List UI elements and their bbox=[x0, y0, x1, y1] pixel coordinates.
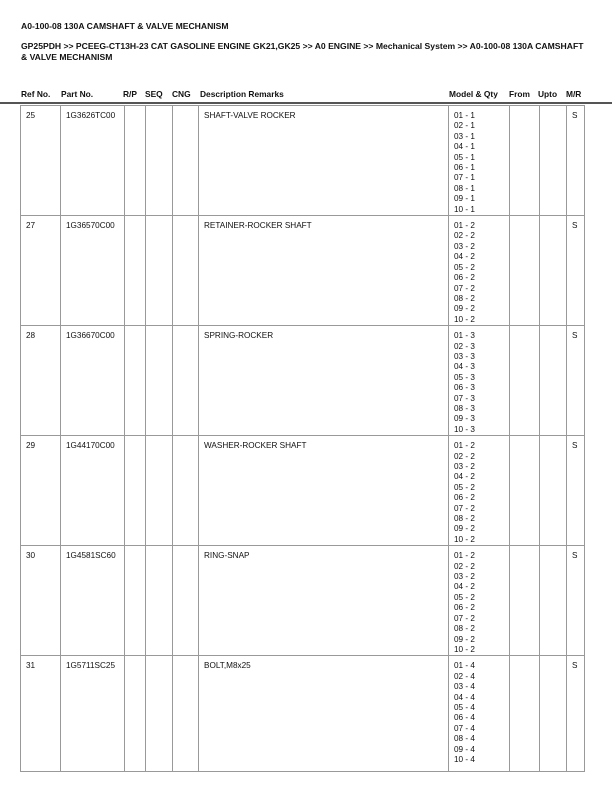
model-qty-line: 04 - 4 bbox=[454, 692, 475, 702]
seq-cell bbox=[146, 656, 173, 772]
from-cell bbox=[510, 436, 540, 546]
model-qty-line: 10 - 2 bbox=[454, 534, 475, 544]
cng-cell bbox=[173, 656, 199, 772]
ref-cell: 25 bbox=[21, 106, 61, 216]
model-qty-cell bbox=[449, 326, 510, 436]
mr-cell: S bbox=[567, 216, 585, 326]
model-qty-line: 05 - 2 bbox=[454, 592, 475, 602]
part-no-cell: 1G4581SC60 bbox=[61, 546, 125, 656]
seq-cell bbox=[146, 106, 173, 216]
seq-cell bbox=[146, 546, 173, 656]
seq-cell bbox=[146, 326, 173, 436]
model-qty-line: 08 - 4 bbox=[454, 734, 475, 744]
header-description: Description Remarks bbox=[200, 89, 284, 99]
from-cell bbox=[510, 216, 540, 326]
model-qty-line: 08 - 1 bbox=[454, 183, 475, 193]
cng-cell bbox=[173, 326, 199, 436]
table-row bbox=[21, 106, 585, 216]
model-qty-line: 08 - 2 bbox=[454, 514, 475, 524]
part-no-cell: 1G3626TC00 bbox=[61, 106, 125, 216]
upto-cell bbox=[540, 326, 567, 436]
model-qty-line: 01 - 2 bbox=[454, 221, 475, 231]
model-qty-cell bbox=[449, 546, 510, 656]
model-qty-line: 06 - 4 bbox=[454, 713, 475, 723]
model-qty-cell bbox=[449, 656, 510, 772]
model-qty-line: 04 - 2 bbox=[454, 472, 475, 482]
model-qty-line: 01 - 1 bbox=[454, 111, 475, 120]
upto-cell bbox=[540, 656, 567, 772]
description-cell: RETAINER-ROCKER SHAFT bbox=[199, 216, 449, 326]
model-qty-line: 06 - 2 bbox=[454, 603, 475, 613]
model-qty-line: 09 - 4 bbox=[454, 744, 475, 754]
header-mr: M/R bbox=[566, 89, 582, 99]
model-qty-line: 07 - 1 bbox=[454, 173, 475, 183]
part-no-cell: 1G5711SC25 bbox=[61, 656, 125, 772]
cng-cell bbox=[173, 546, 199, 656]
mr-cell: S bbox=[567, 326, 585, 436]
page-title: A0-100-08 130A CAMSHAFT & VALVE MECHANISM bbox=[21, 21, 229, 31]
model-qty-line: 01 - 2 bbox=[454, 551, 475, 561]
part-no-cell: 1G36670C00 bbox=[61, 326, 125, 436]
description-cell: SPRING-ROCKER bbox=[199, 326, 449, 436]
model-qty-line: 08 - 2 bbox=[454, 624, 475, 634]
model-qty-line: 01 - 3 bbox=[454, 331, 475, 341]
model-qty-line: 04 - 1 bbox=[454, 142, 475, 152]
cng-cell bbox=[173, 216, 199, 326]
header-rp: R/P bbox=[123, 89, 137, 99]
from-cell bbox=[510, 546, 540, 656]
rp-cell bbox=[125, 106, 146, 216]
model-qty-line: 07 - 2 bbox=[454, 283, 475, 293]
model-qty-line: 02 - 2 bbox=[454, 561, 475, 571]
model-qty-line: 04 - 2 bbox=[454, 582, 475, 592]
model-qty-line: 06 - 2 bbox=[454, 273, 475, 283]
model-qty-line: 02 - 3 bbox=[454, 341, 475, 351]
ref-cell: 30 bbox=[21, 546, 61, 656]
model-qty-line: 06 - 3 bbox=[454, 383, 475, 393]
header-cng: CNG bbox=[172, 89, 191, 99]
upto-cell bbox=[540, 546, 567, 656]
model-qty-line: 09 - 2 bbox=[454, 304, 475, 314]
model-qty-line: 07 - 3 bbox=[454, 393, 475, 403]
model-qty-line: 07 - 4 bbox=[454, 723, 475, 733]
upto-cell bbox=[540, 106, 567, 216]
from-cell bbox=[510, 326, 540, 436]
model-qty-cell bbox=[449, 216, 510, 326]
model-qty-line: 03 - 2 bbox=[454, 462, 475, 471]
description-cell: WASHER-ROCKER SHAFT bbox=[199, 436, 449, 546]
mr-cell: S bbox=[567, 656, 585, 772]
header-from: From bbox=[509, 89, 530, 99]
header-seq: SEQ bbox=[145, 89, 163, 99]
header-upto: Upto bbox=[538, 89, 558, 99]
table-row bbox=[21, 216, 585, 326]
model-qty-line: 02 - 1 bbox=[454, 121, 475, 131]
model-qty-line: 02 - 2 bbox=[454, 451, 475, 461]
mr-cell: S bbox=[567, 546, 585, 656]
table-row bbox=[21, 656, 585, 772]
upto-cell bbox=[540, 436, 567, 546]
header-model-qty: Model & Qty bbox=[449, 89, 498, 99]
from-cell bbox=[510, 656, 540, 772]
cng-cell bbox=[173, 106, 199, 216]
rp-cell bbox=[125, 436, 146, 546]
model-qty-line: 06 - 1 bbox=[454, 163, 475, 173]
model-qty-line: 03 - 4 bbox=[454, 682, 475, 692]
model-qty-cell bbox=[449, 106, 510, 216]
description-cell: RING-SNAP bbox=[199, 546, 449, 656]
mr-cell: S bbox=[567, 106, 585, 216]
part-no-cell: 1G36570C00 bbox=[61, 216, 125, 326]
model-qty-line: 10 - 1 bbox=[454, 204, 475, 214]
model-qty-line: 10 - 2 bbox=[454, 314, 475, 324]
from-cell bbox=[510, 106, 540, 216]
model-qty-cell bbox=[449, 436, 510, 546]
description-cell: SHAFT-VALVE ROCKER bbox=[199, 106, 449, 216]
ref-cell: 27 bbox=[21, 216, 61, 326]
header-part-no: Part No. bbox=[61, 89, 94, 99]
rp-cell bbox=[125, 326, 146, 436]
header-divider bbox=[0, 102, 612, 104]
breadcrumb: GP25PDH >> PCEEG-CT13H-23 CAT GASOLINE ENGINE GK21,GK25 >> A0 ENGINE >> Mechanical System >> A0-100-08 130A CAMSHAFT & VALVE MECHANISM bbox=[21, 41, 584, 62]
model-qty-line: 08 - 2 bbox=[454, 293, 475, 303]
model-qty-line: 04 - 3 bbox=[454, 362, 475, 372]
mr-cell: S bbox=[567, 436, 585, 546]
model-qty-line: 09 - 3 bbox=[454, 414, 475, 424]
model-qty-line: 02 - 4 bbox=[454, 671, 475, 681]
seq-cell bbox=[146, 436, 173, 546]
model-qty-line: 09 - 1 bbox=[454, 194, 475, 204]
model-qty-line: 10 - 2 bbox=[454, 644, 475, 654]
model-qty-line: 05 - 4 bbox=[454, 702, 475, 712]
rp-cell bbox=[125, 216, 146, 326]
model-qty-line: 07 - 2 bbox=[454, 613, 475, 623]
model-qty-line: 10 - 4 bbox=[454, 754, 475, 764]
ref-cell: 29 bbox=[21, 436, 61, 546]
description-cell: BOLT,M8x25 bbox=[199, 656, 449, 772]
part-no-cell: 1G44170C00 bbox=[61, 436, 125, 546]
model-qty-line: 03 - 3 bbox=[454, 351, 475, 361]
seq-cell bbox=[146, 216, 173, 326]
model-qty-line: 09 - 2 bbox=[454, 524, 475, 534]
model-qty-line: 02 - 2 bbox=[454, 231, 475, 241]
model-qty-line: 04 - 2 bbox=[454, 252, 475, 262]
table-row bbox=[21, 546, 585, 656]
rp-cell bbox=[125, 546, 146, 656]
parts-table bbox=[20, 105, 585, 772]
upto-cell bbox=[540, 216, 567, 326]
model-qty-line: 03 - 1 bbox=[454, 131, 475, 141]
rp-cell bbox=[125, 656, 146, 772]
model-qty-line: 09 - 2 bbox=[454, 634, 475, 644]
ref-cell: 31 bbox=[21, 656, 61, 772]
ref-cell: 28 bbox=[21, 326, 61, 436]
model-qty-line: 10 - 3 bbox=[454, 424, 475, 434]
model-qty-line: 08 - 3 bbox=[454, 403, 475, 413]
model-qty-line: 01 - 2 bbox=[454, 441, 475, 451]
model-qty-line: 05 - 2 bbox=[454, 482, 475, 492]
model-qty-line: 05 - 3 bbox=[454, 372, 475, 382]
model-qty-line: 05 - 2 bbox=[454, 262, 475, 272]
header-ref-no: Ref No. bbox=[21, 89, 51, 99]
table-row bbox=[21, 436, 585, 546]
model-qty-line: 05 - 1 bbox=[454, 152, 475, 162]
model-qty-line: 03 - 2 bbox=[454, 241, 475, 251]
cng-cell bbox=[173, 436, 199, 546]
model-qty-line: 06 - 2 bbox=[454, 493, 475, 503]
model-qty-line: 07 - 2 bbox=[454, 503, 475, 513]
model-qty-line: 03 - 2 bbox=[454, 572, 475, 582]
table-row bbox=[21, 326, 585, 436]
model-qty-line: 01 - 4 bbox=[454, 661, 475, 671]
